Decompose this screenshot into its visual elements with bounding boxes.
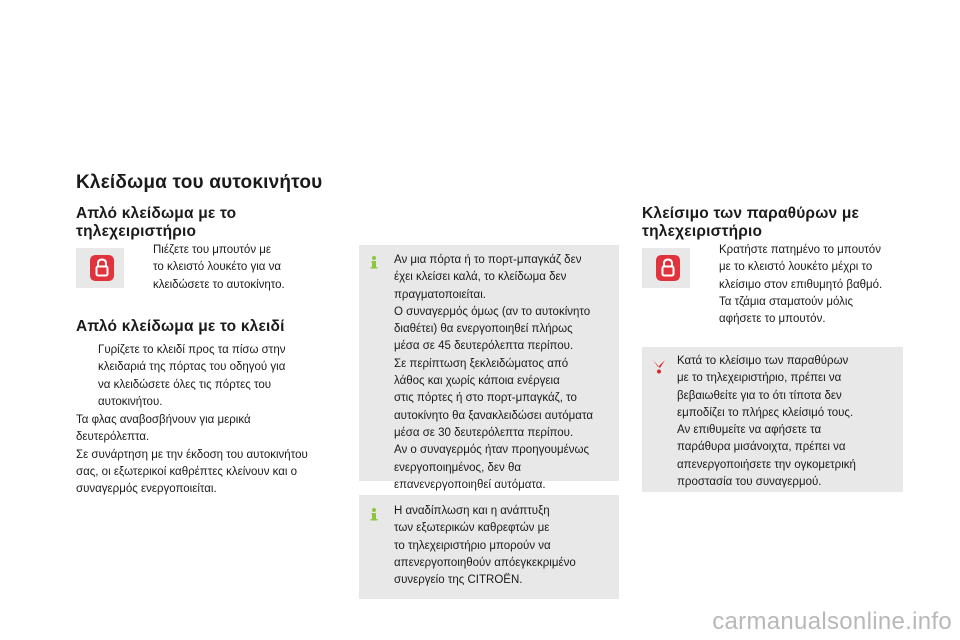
info-text-mirror-folding: Η αναδίπλωση και η ανάπτυξη των εξωτερικών καθρεφτών με το τηλεχειριστήριο μπορούν να απενεργοποιηθούν απόεγκεκριμένο συνεργείο της CITROËN. bbox=[394, 505, 576, 587]
section-heading-windows: Κλείσιμο των παραθύρων με τηλεχειριστήριο bbox=[642, 205, 860, 240]
lock-icon bbox=[88, 253, 116, 283]
info-icon bbox=[367, 255, 381, 269]
warning-box-windows bbox=[642, 347, 903, 492]
windows-instruction: Κρατήστε πατημένο το μπουτόν με το κλειστό λουκέτο μέχρι το κλείσιμο στον επιθυμητό βαθμό. Τα τζάμια σταματούν μόλις αφήσετε το μπουτόν. bbox=[719, 244, 883, 326]
remote-lock-instruction: Πιέζετε του μπουτόν με το κλειστό λουκέτο για να κλειδώσετε το αυτοκίνητο. bbox=[153, 244, 285, 291]
section-heading-key-lock: Απλό κλείδωμα με το κλειδί bbox=[76, 318, 285, 335]
info-box-unlocked-door bbox=[359, 245, 619, 491]
warning-text-windows: Κατά το κλείσιμο των παραθύρων με το τηλεχειριστήριο, πρέπει να βεβαιωθείτε για το ότι τίποτα δεν εμποδίζει το πλήρες κλείσιμό τους. Αν επιθυμείτε να αφήσετε τα παράθυρα μισάνοιχτα, πρέπει να απενεργοποιήσετε την ογκομετρική προστασία του συναγερμού. bbox=[677, 355, 856, 489]
key-lock-note: Τα φλας αναβοσβήνουν για μερικά δευτερόλεπτα. Σε συνάρτηση με την έκδοση του αυτοκινήτου σας, οι εξωτερικοί καθρέπτες κλείνουν και ο συναγερμός ενεργοποιείται. bbox=[76, 414, 308, 496]
warning-icon bbox=[651, 358, 667, 374]
section-heading-remote-lock: Απλό κλείδωμα με το τηλεχειριστήριο bbox=[76, 205, 237, 240]
watermark: carmanualsonline.info bbox=[712, 608, 952, 635]
key-lock-instruction: Γυρίζετε το κλειδί προς τα πίσω στην κλειδαριά της πόρτας του οδηγού για να κλειδώσετε όλες τις πόρτες του αυτοκινήτου. bbox=[98, 344, 286, 408]
lock-icon bbox=[654, 253, 682, 283]
lock-button-illustration bbox=[76, 248, 124, 288]
info-icon bbox=[367, 507, 381, 521]
lock-button-illustration bbox=[642, 248, 690, 288]
info-text-unlocked-door: Αν μια πόρτα ή το πορτ-μπαγκάζ δεν έχει κλείσει καλά, το κλείδωμα δεν πραγματοποιείται. Ο συναγερμός όμως (αν το αυτοκίνητο διαθέτει) θα ενεργοποιηθεί πλήρως μέσα σε 45 δευτερόλεπτα περίπου. Σε περίπτωση ξεκλειδώματος από λάθος και χωρίς κάποια ενέργεια στις πόρτες ή στο πορτ-μπαγκάζ, το αυτοκίνητο θα ξανακλειδώσει αυτόματα μέσα σε 30 δευτερόλεπτα περίπου. Αν ο συναγερμός ήταν προηγουμένως ενεργοποιημένος, δεν θα επανενεργοποιηθεί αυτόματα. bbox=[394, 254, 593, 491]
info-box-mirror-folding bbox=[359, 495, 619, 599]
page-title: Κλείδωμα του αυτοκινήτου bbox=[76, 172, 323, 193]
